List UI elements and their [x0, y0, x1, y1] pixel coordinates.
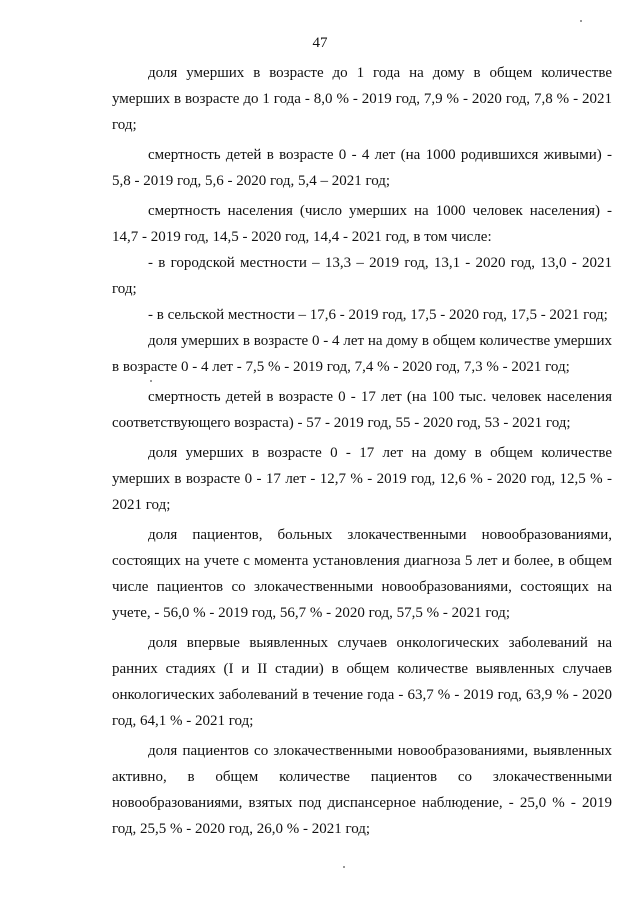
paragraph-home-deaths-0-17: доля умерших в возрасте 0 - 17 лет на дому в общем количестве умерших в возрасте 0 - 17 лет - 12,7 % - 2019 год, 12,6 % - 2020 год, 12,5 % - 2021 год;: [112, 445, 612, 513]
page-number: 47: [312, 35, 328, 51]
paragraph-population-mortality: смертность населения (число умерших на 1000 человек населения) - 14,7 - 2019 год, 14,5 - 2020 год, 14,4 - 2021 год, в том числе:: [112, 203, 612, 245]
paragraph-cancer-registered-5-years: доля пациентов, больных злокачественными новообразованиями, состоящих на учете с момента установления диагноза 5 лет и более, в общем числе пациентов со злокачественными новообразованиями, состоящих на учете, - 56,0 % - 2019 год, 56,7 % - 2020 год, 57,5 % - 2021 год;: [112, 527, 612, 621]
paragraph-home-deaths-0-4: доля умерших в возрасте 0 - 4 лет на дому в общем количестве умерших в возрасте 0 - 4 лет - 7,5 % - 2019 год, 7,4 % - 2020 год, 7,3 % - 2021 год;: [112, 333, 612, 375]
paragraph-rural-mortality: - в сельской местности – 17,6 - 2019 год, 17,5 - 2020 год, 17,5 - 2021 год;: [148, 307, 608, 323]
paragraph-urban-mortality: - в городской местности – 13,3 – 2019 год, 13,1 - 2020 год, 13,0 - 2021 год;: [112, 255, 612, 297]
paragraph-child-mortality-0-4: смертность детей в возрасте 0 - 4 лет (на 1000 родившихся живыми) - 5,8 - 2019 год, 5,6 - 2020 год, 5,4 – 2021 год;: [112, 147, 612, 189]
paragraph-infant-home-deaths: доля умерших в возрасте до 1 года на дому в общем количестве умерших в возрасте до 1 года - 8,0 % - 2019 год, 7,9 % - 2020 год, 7,8 % - 2021 год;: [112, 65, 612, 133]
paragraph-early-stage-cancer: доля впервые выявленных случаев онкологических заболеваний на ранних стадиях (I и II стадии) в общем количестве выявленных случаев онкологических заболеваний в течение года - 63,7 % - 2019 год, 63,9 % - 2020 год, 64,1 % - 2021 год;: [112, 635, 612, 729]
document-body: [112, 60, 612, 846]
scan-speck: [343, 866, 345, 868]
scan-speck: [150, 380, 152, 382]
scan-speck: [580, 20, 582, 22]
paragraph-active-cancer-detection: доля пациентов со злокачественными новообразованиями, выявленных активно, в общем количестве пациентов со злокачественными новообразованиями, взятых под диспансерное наблюдение, - 25,0 % - 2019 год, 25,5 % - 2020 год, 26,0 % - 2021 год;: [112, 743, 612, 837]
paragraph-child-mortality-0-17: смертность детей в возрасте 0 - 17 лет (на 100 тыс. человек населения соответствующего возраста) - 57 - 2019 год, 55 - 2020 год, 53 - 2021 год;: [112, 389, 612, 431]
